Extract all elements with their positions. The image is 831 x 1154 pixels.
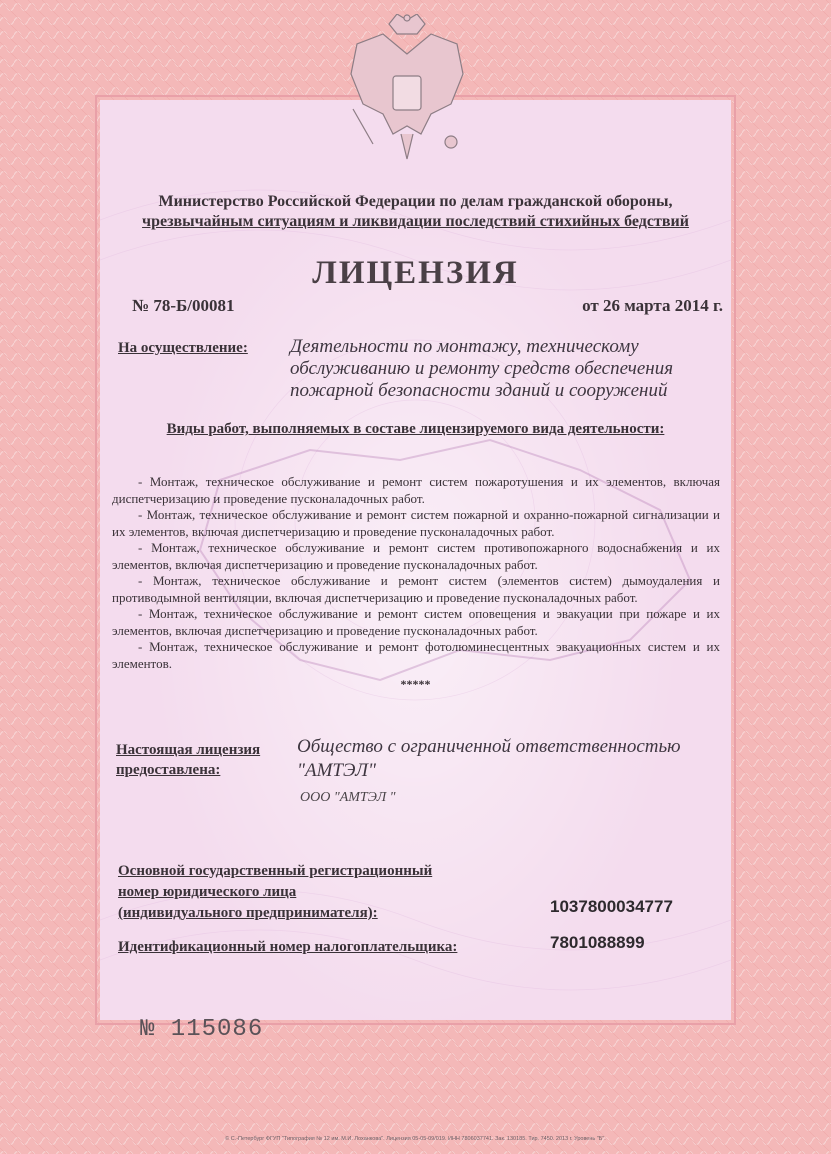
activity-label: На осуществление: xyxy=(118,340,248,356)
work-item: - Монтаж, техническое обслуживание и ремонт систем пожарной и охранно-пожарной сигнализации и их элементов, включая диспетчеризацию и проведение пусконаладочных работ. xyxy=(112,507,720,539)
organization-name-line-2: "АМТЭЛ" xyxy=(297,760,377,781)
ogrn-value: 1037800034777 xyxy=(550,897,673,916)
license-number: № 78-Б/00081 xyxy=(132,296,235,315)
granted-label-line-2: предоставлена: xyxy=(116,762,221,778)
ministry-line-1: Министерство Российской Федерации по делам гражданской обороны, xyxy=(158,193,673,210)
organization-name xyxy=(297,735,681,783)
granted-label-line-1: Настоящая лицензия xyxy=(116,742,261,758)
organization-name-line-1: Общество с ограниченной ответственностью xyxy=(297,736,681,757)
document-title: ЛИЦЕНЗИЯ xyxy=(312,255,519,291)
work-item: - Монтаж, техническое обслуживание и ремонт систем (элементов систем) дымоудаления и противодымной вентиляции, включая диспетчеризацию и проведение пусконаладочных работ. xyxy=(112,573,720,605)
serial-number: № 115086 xyxy=(140,1016,264,1043)
activity-text: Деятельности по монтажу, техническому обслуживанию и ремонту средств обеспечения пожарной безопасности зданий и сооружений xyxy=(290,336,674,401)
works-list xyxy=(112,474,720,672)
organization-short-name: ООО "АМТЭЛ " xyxy=(300,790,396,805)
ogrn-label xyxy=(118,861,432,924)
inn-label: Идентификационный номер налогоплательщика: xyxy=(118,939,458,955)
granted-label xyxy=(116,740,260,780)
ogrn-label-line-2: номер юридического лица xyxy=(118,884,297,900)
ministry-line-2: чрезвычайным ситуациям и ликвидации последствий стихийных бедствий xyxy=(142,213,689,230)
ogrn-label-line-1: Основной государственный регистрационный xyxy=(118,863,433,879)
separator-stars: ***** xyxy=(400,677,431,691)
work-item: - Монтаж, техническое обслуживание и ремонт систем пожаротушения и их элементов, включая диспетчеризацию и проведение пусконаладочных работ. xyxy=(112,474,720,506)
inn-value: 7801088899 xyxy=(550,933,645,952)
work-item: - Монтаж, техническое обслуживание и ремонт систем оповещения и эвакуации при пожаре и их элементов, включая диспетчеризацию и проведение пусконаладочных работ. xyxy=(112,606,720,638)
work-item: - Монтаж, техническое обслуживание и ремонт систем противопожарного водоснабжения и их элементов, включая диспетчеризацию и проведение пусконаладочных работ. xyxy=(112,540,720,572)
license-date: от 26 марта 2014 г. xyxy=(582,296,723,315)
works-header: Виды работ, выполняемых в составе лицензируемого вида деятельности: xyxy=(166,421,665,437)
ogrn-label-line-3: (индивидуального предпринимателя): xyxy=(118,905,378,921)
work-item: - Монтаж, техническое обслуживание и ремонт фотолюминесцентных эвакуационных систем и их элементов. xyxy=(112,639,720,671)
printer-footer: © С.-Петербург ФГУП "Типография № 12 им. М.И. Лоханкова". Лицензия 05-05-09/019. ИНН 7806037741. Зак. 130185. Тир. 7450. 2013 г. Уровень "Б". xyxy=(225,1136,606,1142)
coat-of-arms-icon xyxy=(343,14,471,164)
ministry-header xyxy=(100,192,731,232)
